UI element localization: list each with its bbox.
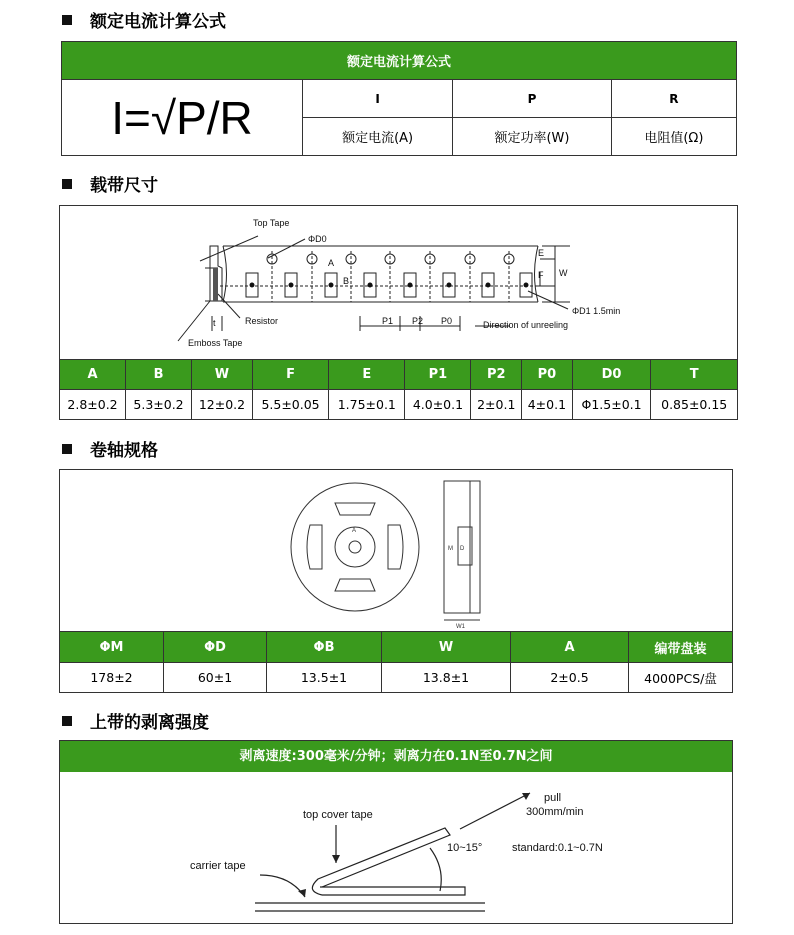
reel-value-b: 13.5±1	[267, 663, 382, 693]
reel-table-value-row	[60, 663, 733, 693]
reel-table	[59, 631, 733, 693]
peel-label-carrier: carrier tape	[190, 860, 246, 872]
reel-label-w: W1	[456, 624, 465, 630]
tape-table-header-row	[60, 360, 738, 390]
reel-diagram	[60, 470, 732, 632]
label-phi-d1: ΦD1 1.5min	[572, 306, 621, 316]
reel-label-m: M	[448, 546, 453, 552]
reel-value-a: 2±0.5	[511, 663, 629, 693]
formula-desc-p: 额定功率(W)	[453, 118, 611, 156]
tape-header-b: B	[126, 360, 192, 390]
tape-value-d0: Φ1.5±0.1	[572, 390, 651, 420]
label-w: W	[559, 268, 568, 278]
tape-value-w: 12±0.2	[192, 390, 253, 420]
reel-diagram-box	[59, 469, 733, 633]
formula-sym-r: R	[611, 80, 736, 118]
reel-table-header-row	[60, 632, 733, 663]
label-f: F	[538, 270, 544, 280]
label-t: t	[213, 318, 216, 328]
peel-diagram	[60, 773, 732, 923]
reel-label-d: D	[460, 546, 465, 552]
label-p1: P1	[382, 316, 394, 326]
bullet-square-icon	[62, 716, 72, 726]
tape-header-w: W	[192, 360, 253, 390]
tape-header-p1: P1	[405, 360, 471, 390]
tape-diagram	[60, 206, 737, 360]
section-title-tape: 载带尺寸	[62, 171, 158, 196]
reel-label-a: A	[352, 528, 357, 534]
reel-header-a: A	[511, 632, 629, 663]
bullet-square-icon	[62, 444, 72, 454]
tape-value-e: 1.75±0.1	[329, 390, 405, 420]
peel-label-standard: standard:0.1~0.7N	[512, 842, 603, 854]
label-phi-d0: ΦD0	[308, 234, 327, 244]
label-resistor: Resistor	[245, 316, 279, 326]
tape-header-e: E	[329, 360, 405, 390]
peel-label-top-cover: top cover tape	[303, 809, 373, 821]
reel-value-w: 13.8±1	[382, 663, 511, 693]
tape-table	[59, 359, 738, 420]
tape-value-b: 5.3±0.2	[126, 390, 192, 420]
reel-value-m: 178±2	[60, 663, 164, 693]
tape-header-p0: P0	[522, 360, 573, 390]
label-emboss: Emboss Tape	[188, 338, 243, 348]
label-direction: Direction of unreeling	[483, 320, 569, 330]
label-e: E	[538, 248, 545, 258]
tape-header-a: A	[60, 360, 126, 390]
label-a: A	[328, 258, 335, 268]
peel-label-angle: 10~15°	[447, 842, 483, 854]
reel-value-packing: 4000PCS/盘	[629, 663, 733, 693]
reel-header-w: W	[382, 632, 511, 663]
label-p0: P0	[441, 316, 453, 326]
formula-desc-i: 额定电流(A)	[303, 118, 453, 156]
peel-label-pull: pull	[544, 792, 562, 804]
tape-value-a: 2.8±0.2	[60, 390, 126, 420]
tape-value-t: 0.85±0.15	[651, 390, 738, 420]
peel-header: 剥离速度:300毫米/分钟；剥离力在0.1N至0.7N之间	[60, 741, 732, 772]
tape-value-p2: 2±0.1	[471, 390, 522, 420]
formula-desc-r: 电阻值(Ω)	[611, 118, 736, 156]
bullet-square-icon	[62, 15, 72, 25]
tape-diagram-box	[59, 205, 738, 361]
bullet-square-icon	[62, 179, 72, 189]
tape-header-p2: P2	[471, 360, 522, 390]
tape-value-p0: 4±0.1	[522, 390, 573, 420]
tape-header-f: F	[252, 360, 328, 390]
reel-value-d: 60±1	[164, 663, 267, 693]
reel-header-m: ΦM	[60, 632, 164, 663]
reel-header-packing: 编带盘装	[629, 632, 733, 663]
section-title-formula: 额定电流计算公式	[62, 7, 226, 32]
tape-value-p1: 4.0±0.1	[405, 390, 471, 420]
label-p2: P2	[412, 316, 424, 326]
peel-box	[59, 740, 733, 924]
label-top-tape: Top Tape	[253, 218, 290, 228]
label-b: B	[343, 276, 350, 286]
formula-table-header: 额定电流计算公式	[62, 42, 737, 80]
formula-sym-i: I	[303, 80, 453, 118]
formula-table	[61, 41, 737, 156]
reel-header-d: ΦD	[164, 632, 267, 663]
formula-text: I=√P/R	[62, 80, 303, 156]
reel-header-b: ΦB	[267, 632, 382, 663]
formula-sym-p: P	[453, 80, 611, 118]
tape-header-t: T	[651, 360, 738, 390]
tape-header-d0: D0	[572, 360, 651, 390]
tape-table-value-row	[60, 390, 738, 420]
section-title-reel: 卷轴规格	[62, 436, 158, 461]
tape-value-f: 5.5±0.05	[252, 390, 328, 420]
section-title-peel: 上带的剥离强度	[62, 708, 209, 733]
peel-label-speed: 300mm/min	[526, 806, 584, 818]
